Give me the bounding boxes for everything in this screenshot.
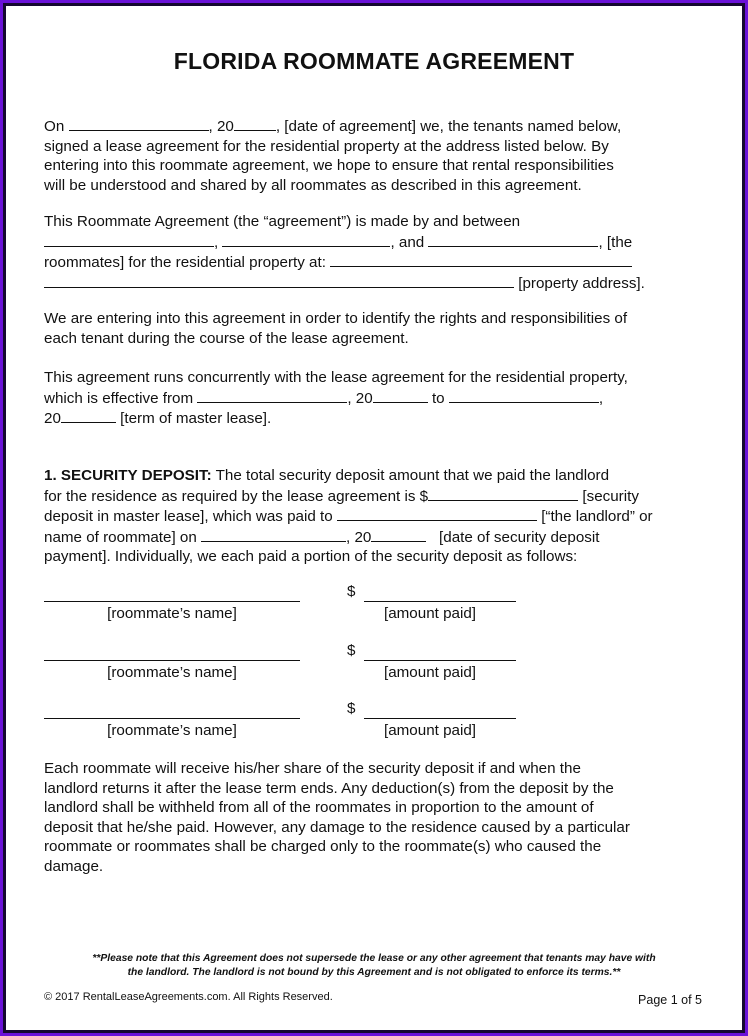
purpose-paragraph: We are entering into this agreement in order to identify the rights and responsibilities of each tenant during the course of the lease agreement.: [44, 310, 628, 347]
amount-paid-line[interactable]: [364, 660, 516, 661]
property-address-blank-1[interactable]: [330, 252, 632, 267]
deposit-row: [roommate’s name] $ [amount paid]: [44, 642, 524, 682]
intro-paragraph: On , 20 , [date of agreement] we, the tenants named below, signed a lease agreement for the residential property at the address listed below. By entering into this roommate agreement, we hope to ensure that rental responsibilities will be understood and shared by all roommates as described in this agreement.: [44, 118, 622, 194]
page-frame: [3, 3, 745, 1033]
security-deposit-section: 1. SECURITY DEPOSIT: The total security deposit amount that we paid the landlord for the residence as required by the lease agreement is $ [security deposit in master lease], which was paid to [“the landlord” or name of roommate] on , 20 [date of security deposit payment]. Individually, we each paid a portion of the security deposit as follows:: [44, 467, 653, 565]
roommate-name-line[interactable]: [44, 601, 300, 602]
dollar-sign: $: [347, 642, 356, 659]
deposit-year-blank[interactable]: [371, 527, 426, 542]
copyright: © 2017 RentalLeaseAgreements.com. All Rights Reserved.: [44, 991, 333, 1003]
deposit-amount-blank[interactable]: [428, 486, 578, 501]
roommate-2-blank[interactable]: [222, 232, 390, 247]
deposit-paid-to-blank[interactable]: [337, 506, 537, 521]
document-page: [6, 6, 742, 1030]
amount-paid-line[interactable]: [364, 601, 516, 602]
disclaimer-note: **Please note that this Agreement does not supersede the lease or any other agreement that tenants may have with the landlord. The landlord is not bound by this Agreement and is not obligated to enforce its terms.**: [92, 953, 656, 978]
section-heading: 1. SECURITY DEPOSIT:: [44, 467, 212, 484]
deposit-row: [roommate’s name] $ [amount paid]: [44, 583, 524, 623]
term-paragraph: This agreement runs concurrently with the lease agreement for the residential property, which is effective from , 20 to , 20 [term of master lease].: [44, 369, 628, 427]
document-title: FLORIDA ROOMMATE AGREEMENT: [173, 48, 575, 74]
amount-paid-line[interactable]: [364, 718, 516, 719]
agreement-date-blank[interactable]: [69, 116, 209, 131]
dollar-sign: $: [347, 583, 356, 600]
lease-start-year-blank[interactable]: [373, 388, 428, 403]
roommate-1-blank[interactable]: [44, 232, 214, 247]
lease-end-blank[interactable]: [449, 388, 599, 403]
property-address-blank-2[interactable]: [44, 273, 514, 288]
roommate-name-line[interactable]: [44, 718, 300, 719]
parties-paragraph: This Roommate Agreement (the “agreement”) is made by and between , , and , [the roommates] for the residential property at: [property address].: [44, 213, 645, 292]
agreement-year-blank[interactable]: [234, 116, 276, 131]
deposit-row: [roommate’s name] $ [amount paid]: [44, 700, 524, 740]
page-number: Page 1 of 5: [638, 993, 702, 1007]
lease-end-year-blank[interactable]: [61, 408, 116, 423]
deposit-date-blank[interactable]: [201, 527, 346, 542]
roommate-name-line[interactable]: [44, 660, 300, 661]
deposit-return-paragraph: Each roommate will receive his/her share of the security deposit if and when the landlord returns it after the lease term ends. Any deduction(s) from the deposit by the landlord shall be withheld from all of the roommates in proportion to the amount of deposit that he/she paid. However, any damage to the residence caused by a particular roommate or roommates shall be charged only to the roommate(s) who caused the damage.: [44, 760, 630, 875]
roommate-3-blank[interactable]: [428, 232, 598, 247]
dollar-sign: $: [347, 700, 356, 717]
lease-start-blank[interactable]: [197, 388, 347, 403]
